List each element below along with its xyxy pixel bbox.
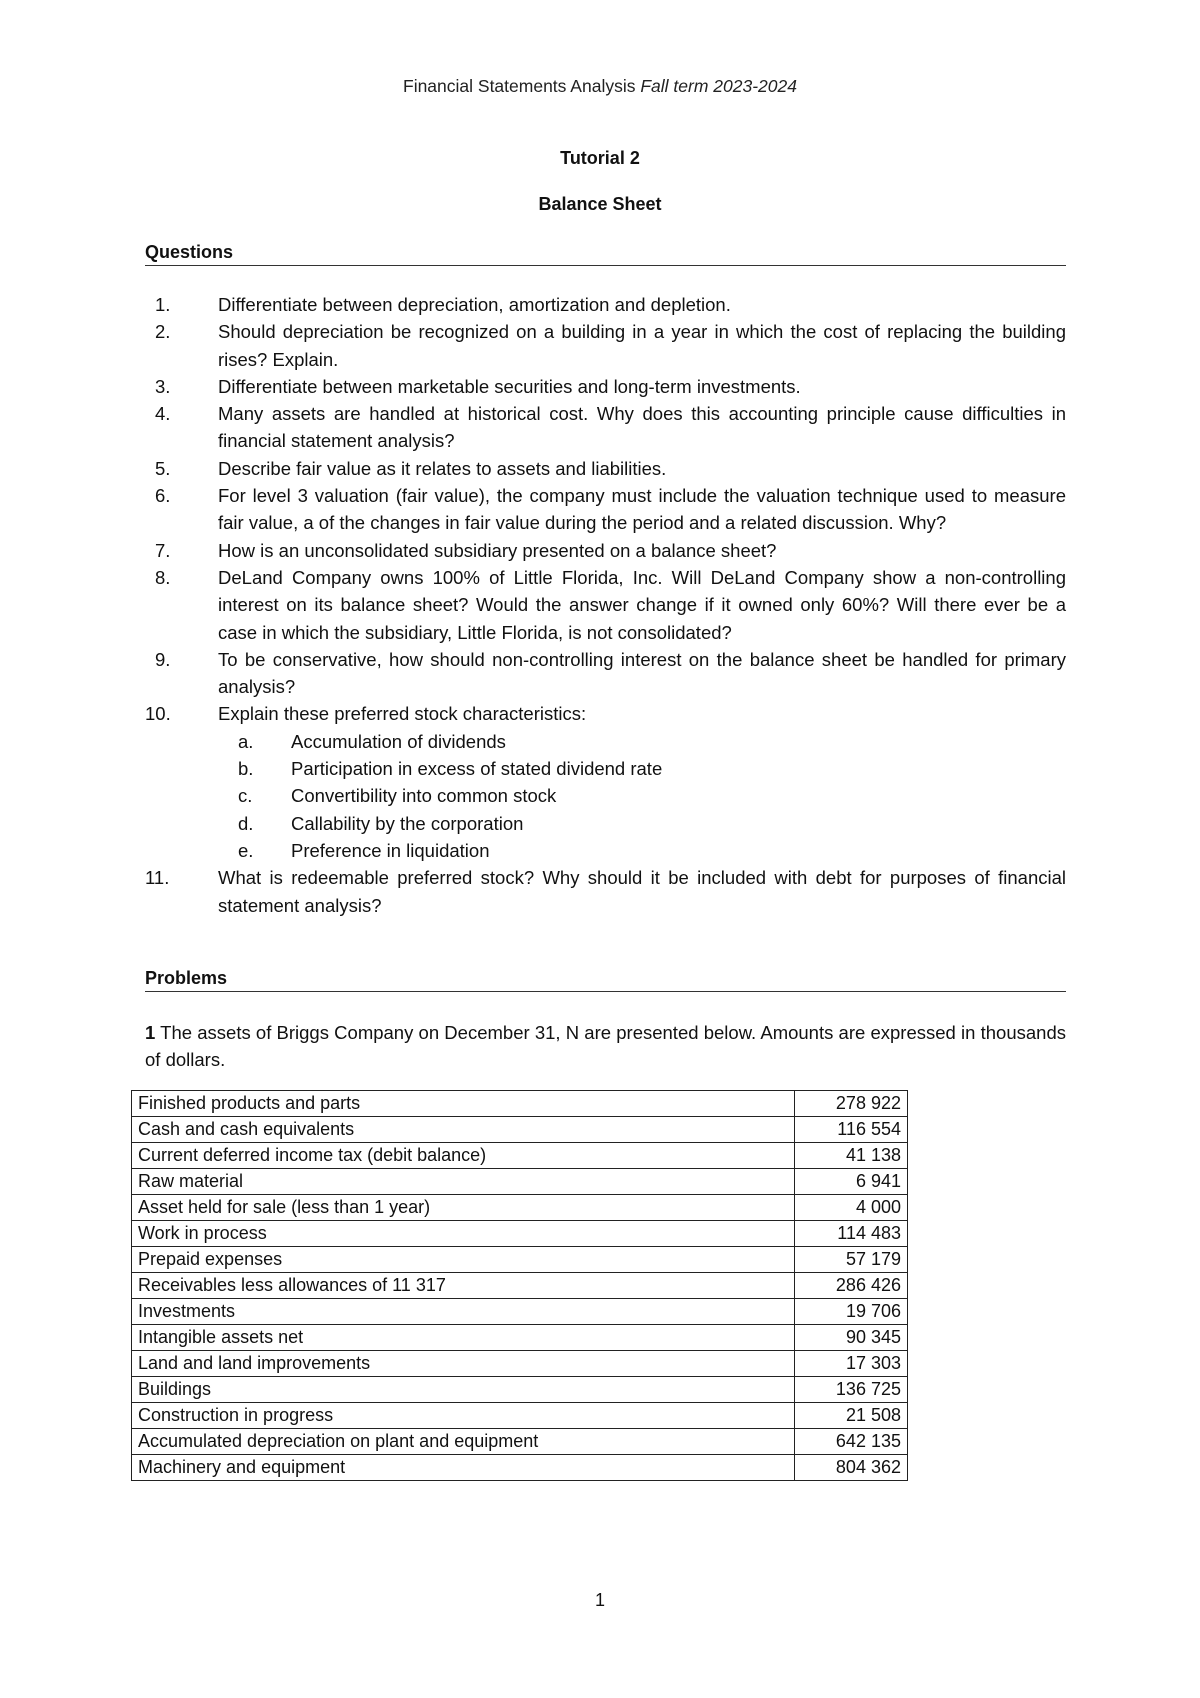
question-number: 3.	[155, 375, 171, 397]
sub-question-letter: c.	[238, 785, 253, 807]
table-row	[132, 1325, 908, 1351]
asset-label: Raw material	[132, 1169, 795, 1195]
asset-value: 4 000	[795, 1195, 908, 1221]
asset-label: Work in process	[132, 1221, 795, 1247]
question-text: What is redeemable preferred stock? Why should it be included with debt for purposes of financial statement analysis?	[218, 867, 1066, 916]
asset-label: Finished products and parts	[132, 1091, 795, 1117]
question-text: Differentiate between depreciation, amortization and depletion.	[218, 294, 731, 315]
question-item	[145, 482, 1066, 537]
asset-label: Asset held for sale (less than 1 year)	[132, 1195, 795, 1221]
table-row	[132, 1299, 908, 1325]
question-item	[145, 700, 1066, 864]
table-row	[132, 1143, 908, 1169]
asset-value: 642 135	[795, 1429, 908, 1455]
table-row	[132, 1169, 908, 1195]
asset-value: 57 179	[795, 1247, 908, 1273]
sub-question-letter: e.	[238, 839, 254, 861]
sub-question-item	[218, 755, 1066, 782]
table-row	[132, 1273, 908, 1299]
sub-question-text: Callability by the corporation	[291, 812, 524, 834]
asset-value: 278 922	[795, 1091, 908, 1117]
sub-question-item	[218, 782, 1066, 809]
course-name: Financial Statements Analysis	[403, 76, 636, 96]
asset-label: Prepaid expenses	[132, 1247, 795, 1273]
question-number: 4.	[155, 403, 171, 425]
table-row	[132, 1351, 908, 1377]
question-number: 2.	[155, 321, 171, 343]
asset-value: 41 138	[795, 1143, 908, 1169]
question-item	[145, 400, 1066, 455]
question-number: 11.	[145, 867, 170, 889]
sub-question-list	[218, 728, 1066, 864]
table-row	[132, 1455, 908, 1481]
question-text: Many assets are handled at historical cost. Why does this accounting principle cause difficulties in financial statement analysis?	[218, 403, 1066, 452]
asset-label: Accumulated depreciation on plant and equipment	[132, 1429, 795, 1455]
asset-label: Land and land improvements	[132, 1351, 795, 1377]
question-number: 1.	[155, 294, 171, 315]
question-item	[145, 864, 1066, 919]
questions-heading: Questions	[145, 242, 1066, 266]
question-number: 8.	[155, 566, 171, 588]
question-number: 5.	[155, 457, 171, 479]
problem-text: The assets of Briggs Company on December 31, N are presented below. Amounts are expressed in thousands of dollars.	[145, 1022, 1067, 1071]
question-text: For level 3 valuation (fair value), the company must include the valuation technique used to measure fair value, a of the changes in fair value during the period and a related discussion. Why?	[218, 485, 1066, 534]
tutorial-title: Tutorial 2	[560, 148, 640, 168]
asset-label: Buildings	[132, 1377, 795, 1403]
assets-table	[131, 1090, 908, 1481]
question-number: 7.	[155, 539, 171, 561]
problem-1-statement	[145, 1019, 1066, 1074]
table-row	[132, 1221, 908, 1247]
sub-question-letter: b.	[238, 758, 254, 780]
asset-value: 286 426	[795, 1273, 908, 1299]
asset-value: 90 345	[795, 1325, 908, 1351]
sub-question-text: Participation in excess of stated dividend rate	[291, 758, 663, 780]
question-text: To be conservative, how should non-controlling interest on the balance sheet be handled for primary analysis?	[218, 648, 1066, 698]
sub-question-item	[218, 728, 1066, 755]
asset-value: 17 303	[795, 1351, 908, 1377]
term-label: Fall term 2023-2024	[640, 76, 797, 96]
topic-title: Balance Sheet	[538, 194, 662, 214]
sub-question-text: Accumulation of dividends	[291, 730, 506, 752]
question-item	[145, 455, 1066, 482]
asset-value: 6 941	[795, 1169, 908, 1195]
problems-heading: Problems	[145, 968, 1066, 992]
question-number: 10.	[145, 703, 171, 725]
question-number: 9.	[155, 648, 171, 670]
question-number: 6.	[155, 485, 171, 507]
page-header	[0, 76, 1200, 97]
question-item	[145, 646, 1066, 701]
asset-label: Current deferred income tax (debit balance)	[132, 1143, 795, 1169]
question-item	[145, 291, 1066, 318]
question-text: How is an unconsolidated subsidiary presented on a balance sheet?	[218, 539, 777, 561]
asset-value: 116 554	[795, 1117, 908, 1143]
sub-question-letter: a.	[238, 730, 254, 752]
table-row	[132, 1377, 908, 1403]
asset-label: Receivables less allowances of 11 317	[132, 1273, 795, 1299]
table-row	[132, 1429, 908, 1455]
question-text: Differentiate between marketable securities and long-term investments.	[218, 375, 801, 397]
table-row	[132, 1117, 908, 1143]
asset-value: 114 483	[795, 1221, 908, 1247]
problem-number: 1	[145, 1022, 156, 1043]
page-number: 1	[594, 1590, 605, 1610]
sub-question-text: Preference in liquidation	[291, 839, 490, 861]
table-row	[132, 1091, 908, 1117]
asset-label: Machinery and equipment	[132, 1455, 795, 1481]
question-item	[145, 318, 1066, 373]
sub-question-item	[218, 837, 1066, 864]
asset-label: Construction in progress	[132, 1403, 795, 1429]
sub-question-letter: d.	[238, 812, 254, 834]
asset-value: 136 725	[795, 1377, 908, 1403]
asset-value: 21 508	[795, 1403, 908, 1429]
asset-label: Intangible assets net	[132, 1325, 795, 1351]
table-row	[132, 1247, 908, 1273]
sub-question-text: Convertibility into common stock	[291, 785, 557, 807]
asset-label: Investments	[132, 1299, 795, 1325]
asset-value: 804 362	[795, 1455, 908, 1481]
asset-label: Cash and cash equivalents	[132, 1117, 795, 1143]
question-item	[145, 373, 1066, 400]
questions-list	[145, 291, 1066, 919]
sub-question-item	[218, 810, 1066, 837]
table-row	[132, 1195, 908, 1221]
table-row	[132, 1403, 908, 1429]
asset-value: 19 706	[795, 1299, 908, 1325]
question-text: Explain these preferred stock characteristics:	[218, 703, 587, 725]
question-item	[145, 564, 1066, 646]
question-text: Describe fair value as it relates to assets and liabilities.	[218, 457, 667, 479]
question-item	[145, 537, 1066, 564]
question-text: DeLand Company owns 100% of Little Florida, Inc. Will DeLand Company show a non-controlling interest on its balance sheet? Would the answer change if it owned only 60%? Will there ever be a case in which the subsidiary, Little Florida, is not consolidated?	[218, 566, 1066, 643]
question-text: Should depreciation be recognized on a building in a year in which the cost of replacing the building rises? Explain.	[218, 321, 1066, 370]
